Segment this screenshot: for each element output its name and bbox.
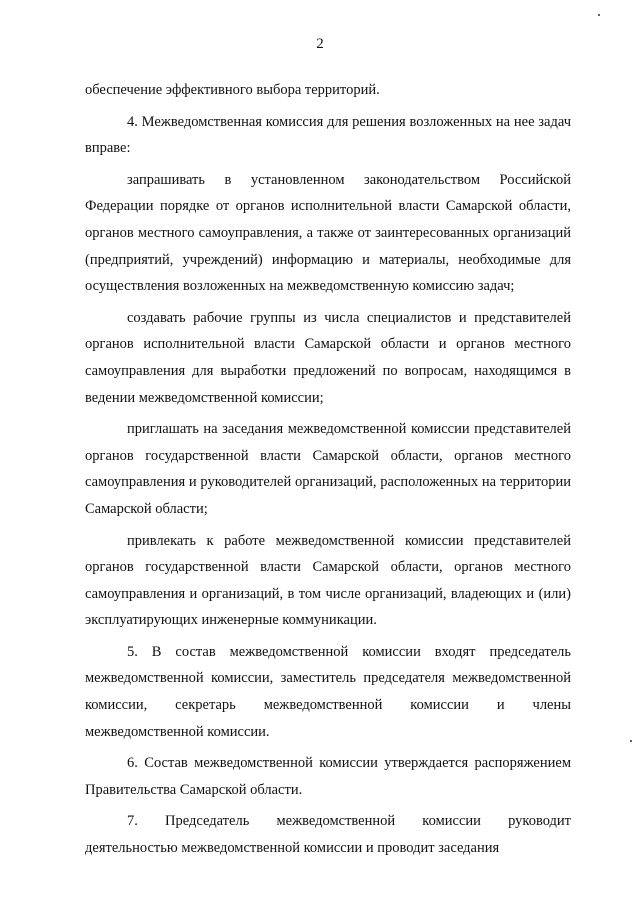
paragraph-invite: приглашать на заседания межведомственной комиссии представителей органов государственной власти Самарской области, органов местного самоуправления и руководителей организаций, расположенных на территории Самарской области;: [85, 421, 571, 517]
paragraph-item-6: 6. Состав межведомственной комиссии утверждается распоряжением Правительства Самарской области.: [85, 755, 571, 798]
paragraph-request-info: запрашивать в установленном законодательством Российской Федерации порядке от органов исполнительной власти Самарской области, органов местного самоуправления, а также от заинтересованных организаций (предприятий, учреждений) информацию и материалы, необходимые для осуществления возложенных на межведомственную комиссию задач;: [85, 171, 571, 295]
paragraph-item-4: 4. Межведомственная комиссия для решения возложенных на нее задач вправе:: [85, 113, 571, 157]
document-body: [85, 77, 571, 862]
scan-speck: [630, 740, 632, 742]
scan-speck: [598, 14, 600, 16]
paragraph-engage: привлекать к работе межведомственной комиссии представителей органов государственной власти Самарской области, органов местного самоуправления и организаций, в том числе организаций, владеющих и (или) эксплуатирующих инженерные коммуникации.: [85, 532, 571, 629]
page-number: 2: [316, 36, 324, 52]
paragraph-continuation: обеспечение эффективного выбора территорий.: [85, 82, 380, 98]
paragraph-working-groups: создавать рабочие группы из числа специалистов и представителей органов исполнительной власти Самарской области и органов местного самоуправления для выработки предложений по вопросам, находящимся в ведении межведомственной комиссии;: [85, 309, 571, 406]
paragraph-item-5: 5. В состав межведомственной комиссии входят председатель межведомственной комиссии, заместитель председателя межведомственной комиссии, секретарь межведомственной комиссии и члены межведомственной комиссии.: [85, 643, 571, 740]
paragraph-item-7: 7. Председатель межведомственной комиссии руководит деятельностью межведомственной комиссии и проводит заседания: [85, 813, 571, 857]
